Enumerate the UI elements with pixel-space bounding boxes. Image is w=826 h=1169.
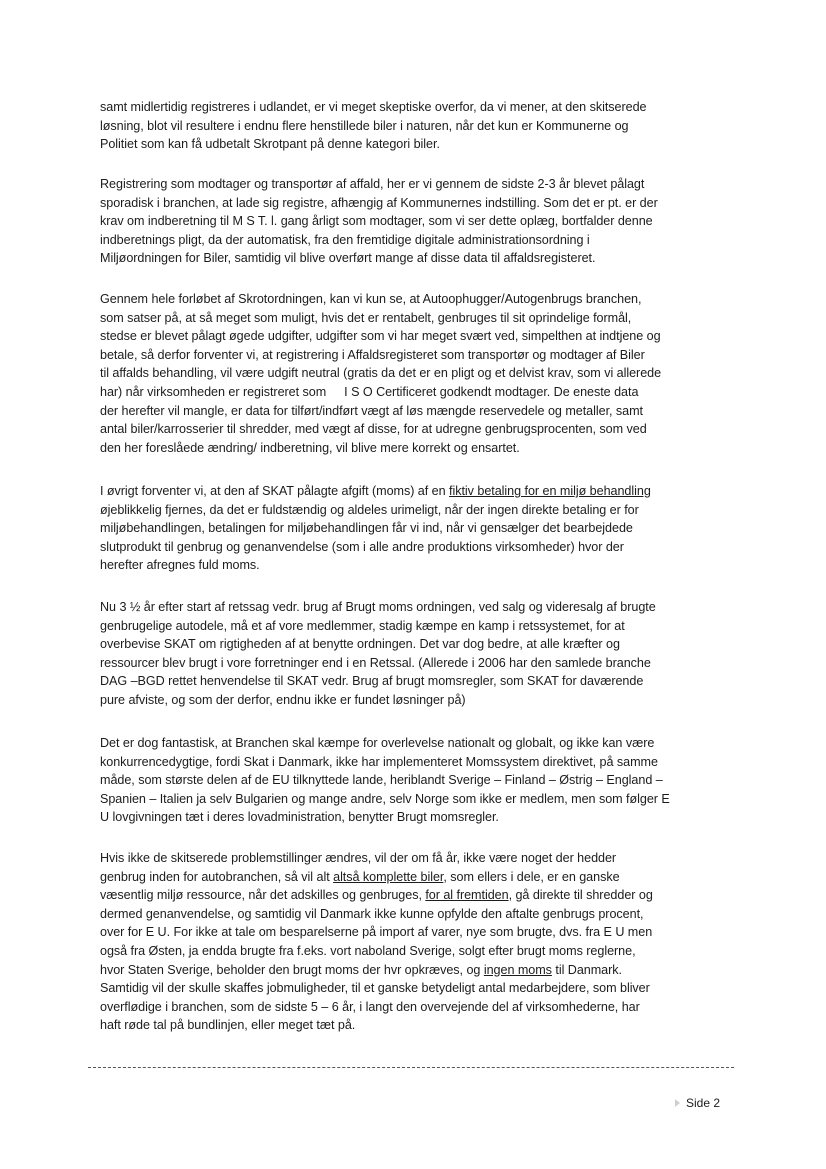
page-footer bbox=[675, 1096, 720, 1110]
text-line: ressourcer blev brugt i vore forretninger end i en Retssal. (Allerede i 2006 har den samlede branche bbox=[100, 655, 651, 670]
text-line: samt midlertidig registreres i udlandet, er vi meget skeptiske overfor, da vi mener, at den skitserede bbox=[100, 100, 647, 114]
text-line: Miljøordningen for Biler, samtidig vil blive overført mange af disse data til affaldsregisteret. bbox=[100, 251, 596, 266]
text-line: Hvis ikke de skitserede problemstillinger ændres, vil der om få år, ikke være noget der hedder bbox=[100, 851, 617, 865]
paragraph-4 bbox=[100, 482, 732, 575]
text-line: haft røde tal på bundlinjen, eller meget tæt på. bbox=[100, 1018, 356, 1033]
text-line: sporadisk i branchen, at lade sig registre, afhængig af Kommunernes indstilling. Som det er pt. er der bbox=[100, 195, 658, 210]
text-segment: I S O Certificeret godkendt modtager. De eneste data bbox=[344, 384, 639, 399]
text-line: som satser på, at så meget som muligt, hvis det er rentabelt, genbruges til sit oprindelige formål, bbox=[100, 310, 632, 325]
text-line: over for E U. For ikke at tale om besparelserne på import af varer, nye som brugte, dvs. fra E U men bbox=[100, 925, 653, 940]
text-line: den her foreslåede ændring/ indberetning, vil blive mere korrekt og ensartet. bbox=[100, 440, 520, 455]
triangle-right-icon bbox=[675, 1099, 680, 1107]
text-line: antal biler/karrosserier til shredder, med vægt af disse, for at udregne genbrugsprocenten, som ved bbox=[100, 422, 647, 437]
footer-divider bbox=[88, 1067, 734, 1068]
text-line: stedse er blevet pålagt øgede udgifter, udgifter som vi har meget svært ved, simpelthen at indtjene og bbox=[100, 329, 661, 344]
page-number: Side 2 bbox=[685, 1096, 720, 1110]
paragraph-2 bbox=[100, 175, 732, 268]
underlined-phrase: for al fremtiden bbox=[425, 888, 509, 903]
text-line: pure afviste, og som der derfor, endnu ikke er fundet løsninger på) bbox=[100, 692, 466, 707]
paragraph-5 bbox=[100, 598, 732, 710]
text-line: til affalds behandling, vil være udgift neutral (gratis da det er en pligt og et delvist krav, som vi allerede bbox=[100, 366, 662, 381]
text-line bbox=[100, 383, 732, 402]
paragraph-3 bbox=[100, 290, 732, 457]
text-line: der herefter vil mangle, er data for tilført/indført vægt af løs mængde reservedele og metaller, samt bbox=[100, 403, 644, 418]
text-line: løsning, blot vil resultere i endnu flere henstillede biler i naturen, når det kun er Kommunerne og bbox=[100, 118, 629, 133]
text-line: Det er dog fantastisk, at Branchen skal kæmpe for overlevelse nationalt og globalt, og ikke kan være bbox=[100, 736, 655, 750]
text-segment: I øvrigt forventer vi, at den af SKAT pålagte afgift (moms) af en bbox=[100, 484, 446, 498]
text-segment: , gå direkte til shredder og bbox=[508, 888, 653, 903]
text-line: øjeblikkelig fjernes, da det er fuldstændig og aldeles urimeligt, når der ingen direkte betaling er for bbox=[100, 502, 639, 517]
text-line: U lovgivningen tæt i deres lovadministration, benytter Brugt momsregler. bbox=[100, 810, 499, 825]
text-line bbox=[100, 886, 732, 905]
underlined-phrase: ingen moms bbox=[483, 962, 552, 977]
text-line: Samtidig vil der skulle skaffes jobmuligheder, til et ganske betydeligt antal medarbejdere, som bliver bbox=[100, 981, 650, 996]
text-segment: hvor Staten Sverige, beholder den brugt moms der hvr opkræves, og bbox=[100, 962, 481, 977]
text-segment: , som ellers i dele, er en ganske bbox=[443, 869, 620, 884]
text-line: indberetnings pligt, da der automatisk, fra den fremtidige digitale administrationsordning i bbox=[100, 232, 590, 247]
text-line: overbevise SKAT om rigtigheden af at benytte ordningen. Det var dog bedre, at alle kræfter og bbox=[100, 637, 620, 652]
paragraph-7 bbox=[100, 849, 732, 1035]
text-line: genbrugelige autodele, må et af vore medlemmer, stadig kæmpe en kamp i retssystemet, for at bbox=[100, 618, 625, 633]
text-line: Gennem hele forløbet af Skrotordningen, kan vi kun se, at Autoophugger/Autogenbrugs branchen, bbox=[100, 292, 642, 306]
text-line bbox=[100, 961, 732, 980]
text-line: Politiet som kan få udbetalt Skrotpant på denne kategori biler. bbox=[100, 137, 440, 152]
text-line: miljøbehandlingen, betalingen for miljøbehandlingen får vi ind, når vi gensælger det bearbejdede bbox=[100, 521, 633, 536]
text-line: herefter afregnes fuld moms. bbox=[100, 558, 260, 573]
text-line bbox=[100, 482, 732, 501]
text-segment: væsentlig miljø ressource, når det adskilles og genbruges, bbox=[100, 888, 422, 903]
text-line: Spanien – Italien ja selv Bulgarien og mange andre, selv Norge som ikke er medlem, men som følger E bbox=[100, 791, 670, 806]
text-line: DAG –BGD rettet henvendelse til SKAT vedr. Brug af brugt momsregler, som SKAT for daværende bbox=[100, 674, 644, 689]
text-line: overflødige i branchen, som de sidste 5 – 6 år, i langt den overvejende del af virksomhederne, har bbox=[100, 999, 640, 1014]
text-line: slutprodukt til genbrug og genanvendelse (som i alle andre produktions virksomheder) hvor der bbox=[100, 539, 624, 554]
paragraph-1 bbox=[100, 98, 732, 154]
paragraph-6 bbox=[100, 734, 732, 827]
text-line bbox=[100, 868, 732, 887]
text-line: måde, som største delen af de EU tilknyttede lande, heriblandt Sverige – Finland – Østrig – England – bbox=[100, 773, 663, 788]
text-line: krav om indberetning til M S T. l. gang årligt som modtager, som vi ser dette oplæg, bortfalder denne bbox=[100, 214, 653, 229]
text-line: dermed genanvendelse, og samtidig vil Danmark ikke kunne opfylde den aftalte genbrugs procent, bbox=[100, 906, 644, 921]
text-segment: har) når virksomheden er registreret som bbox=[100, 384, 327, 399]
text-line: også fra Østen, ja endda brugte fra f.eks. vort naboland Sverige, solgt efter brugt moms reglerne, bbox=[100, 943, 636, 958]
text-segment: genbrug inden for autobranchen, så vil alt bbox=[100, 869, 330, 884]
underlined-phrase: altså komplette biler bbox=[333, 869, 444, 884]
text-line: Nu 3 ½ år efter start af retssag vedr. brug af Brugt moms ordningen, ved salg og videresalg af brugte bbox=[100, 600, 656, 614]
underlined-phrase: fiktiv betaling for en miljø behandling bbox=[449, 484, 651, 498]
text-line: Registrering som modtager og transportør af affald, her er vi gennem de sidste 2-3 år blevet pålagt bbox=[100, 177, 645, 191]
text-line: konkurrencedygtige, fordi Skat i Danmark, ikke har implementeret Momssystem direktivet, på samme bbox=[100, 754, 658, 769]
text-line: betale, så derfor forventer vi, at registrering i Affaldsregisteret som transportør og modtager af Biler bbox=[100, 347, 645, 362]
text-segment: til Danmark. bbox=[555, 962, 622, 977]
